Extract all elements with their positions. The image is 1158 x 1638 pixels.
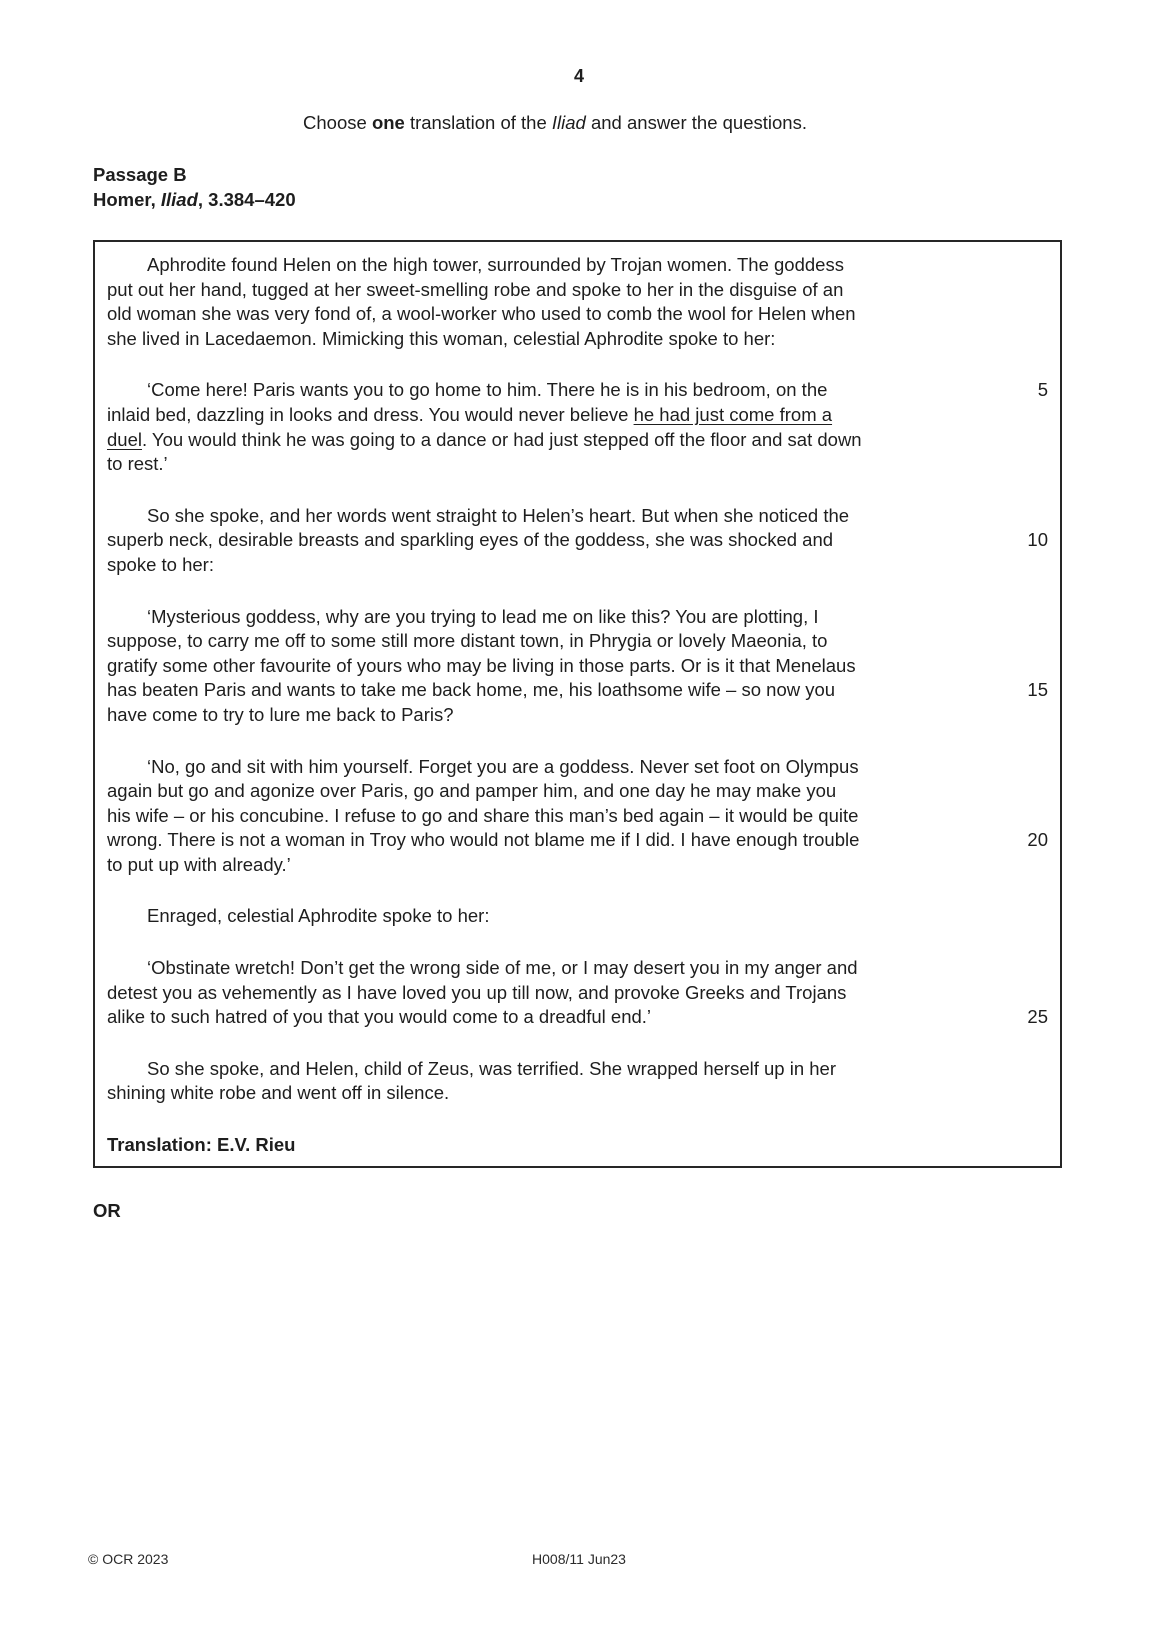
text-segment: to rest.’ <box>107 453 168 475</box>
passage-line <box>107 703 1048 728</box>
text-segment: . You would think he was going to a dance or had just stepped off the floor and sat down <box>141 428 862 450</box>
line-number: 15 <box>1027 679 1048 701</box>
text-segment: his wife – or his concubine. I refuse to go and share this man’s bed again – it would be quite <box>107 804 859 826</box>
passage-line <box>107 678 1048 703</box>
passage-box <box>93 240 1062 1168</box>
passage-line <box>107 378 1048 403</box>
text-segment: Homer, <box>93 189 161 210</box>
text-segment: Iliad <box>551 112 586 133</box>
passage-line <box>107 1081 1048 1106</box>
text-segment: translation of the <box>404 112 552 133</box>
passage-line <box>107 452 1048 477</box>
passage-paragraph <box>107 378 1048 476</box>
passage-line <box>107 755 1048 780</box>
passage-paragraph <box>107 904 1048 929</box>
passage-paragraph <box>107 504 1048 578</box>
text-segment: wrong. There is not a woman in Troy who would not blame me if I did. I have enough trouble <box>107 829 860 851</box>
passage-line <box>107 428 1048 453</box>
text-segment: So she spoke, and Helen, child of Zeus, was terrified. She wrapped herself up in her <box>147 1057 836 1079</box>
text-segment: again but go and agonize over Paris, go and pamper him, and one day he may make you <box>107 780 837 802</box>
passage-line <box>107 654 1048 679</box>
text-segment: Choose <box>303 112 372 133</box>
line-number: 25 <box>1027 1006 1048 1028</box>
text-segment: gratify some other favourite of yours who may be living in those parts. Or is it that Menelaus <box>107 654 856 676</box>
line-number: 20 <box>1027 829 1048 851</box>
passage-line <box>107 253 1048 278</box>
underlined-text: he had just come from a <box>633 403 833 425</box>
text-segment: ‘Come here! Paris wants you to go home to him. There he is in his bedroom, on the <box>147 379 828 401</box>
text-segment: have come to try to lure me back to Paris? <box>107 703 454 725</box>
text-segment: , 3.384–420 <box>197 189 296 210</box>
passage-line <box>107 956 1048 981</box>
page-number: 4 <box>573 66 584 86</box>
text-segment: ‘Obstinate wretch! Don’t get the wrong side of me, or I may desert you in my anger and <box>147 957 858 979</box>
text-segment: and answer the questions. <box>585 112 807 133</box>
passage-line <box>107 528 1048 553</box>
footer-paper-code: H008/11 Jun23 <box>532 1551 626 1567</box>
text-segment: detest you as vehemently as I have loved you up till now, and provoke Greeks and Trojans <box>107 981 847 1003</box>
instruction-text <box>0 112 1110 134</box>
underlined-text: duel <box>107 428 142 450</box>
text-segment: old woman she was very fond of, a wool-worker who used to comb the wool for Helen when <box>107 303 856 325</box>
passage-line <box>107 327 1048 352</box>
text-segment: Iliad <box>160 189 198 210</box>
text-segment: spoke to her: <box>107 553 214 575</box>
text-segment: superb neck, desirable breasts and sparkling eyes of the goddess, she was shocked and <box>107 529 834 551</box>
passage-line <box>107 804 1048 829</box>
passage-paragraph <box>107 956 1048 1030</box>
text-segment: Aphrodite found Helen on the high tower, surrounded by Trojan women. The goddess <box>147 254 844 275</box>
passage-line <box>107 302 1048 327</box>
passage-line <box>107 904 1048 929</box>
passage-paragraph <box>107 253 1048 351</box>
text-segment: shining white robe and went off in silence. <box>107 1082 450 1104</box>
passage-heading <box>93 162 296 212</box>
passage-line <box>107 629 1048 654</box>
passage-line <box>107 853 1048 878</box>
text-segment: inlaid bed, dazzling in looks and dress. You would never believe <box>107 403 634 425</box>
text-segment: suppose, to carry me off to some still more distant town, in Phrygia or lovely Maeonia, to <box>107 630 828 652</box>
text-segment: ‘No, go and sit with him yourself. Forget you are a goddess. Never set foot on Olympus <box>147 755 859 777</box>
text-segment: alike to such hatred of you that you would come to a dreadful end.’ <box>107 1006 652 1028</box>
or-label: OR <box>93 1200 121 1221</box>
passage-line <box>107 403 1048 428</box>
passage-line <box>107 828 1048 853</box>
passage-line <box>107 981 1048 1006</box>
passage-line <box>107 278 1048 303</box>
text-segment: she lived in Lacedaemon. Mimicking this woman, celestial Aphrodite spoke to her: <box>107 327 776 349</box>
translation-credit: Translation: E.V. Rieu <box>107 1134 296 1156</box>
text-segment: put out her hand, tugged at her sweet-smelling robe and spoke to her in the disguise of an <box>107 278 844 300</box>
text-segment: Enraged, celestial Aphrodite spoke to her: <box>147 905 490 927</box>
passage-source <box>93 187 296 212</box>
passage-paragraph <box>107 755 1048 878</box>
line-number: 10 <box>1027 529 1048 551</box>
text-segment: ‘Mysterious goddess, why are you trying to lead me on like this? You are plotting, I <box>147 605 819 627</box>
footer-copyright: © OCR 2023 <box>88 1551 169 1567</box>
passage-line <box>107 504 1048 529</box>
passage-line <box>107 553 1048 578</box>
passage-line <box>107 1005 1048 1030</box>
passage-label: Passage B <box>93 164 187 185</box>
text-segment: one <box>371 112 405 133</box>
passage-line <box>107 779 1048 804</box>
passage-line <box>107 605 1048 630</box>
passage-paragraph <box>107 1057 1048 1106</box>
line-number: 5 <box>1037 379 1048 401</box>
text-segment: has beaten Paris and wants to take me back home, me, his loathsome wife – so now you <box>107 679 836 701</box>
passage-paragraph <box>107 605 1048 728</box>
text-segment: to put up with already.’ <box>107 853 291 875</box>
passage-line <box>107 1057 1048 1082</box>
text-segment: So she spoke, and her words went straight to Helen’s heart. But when she noticed the <box>147 504 850 526</box>
